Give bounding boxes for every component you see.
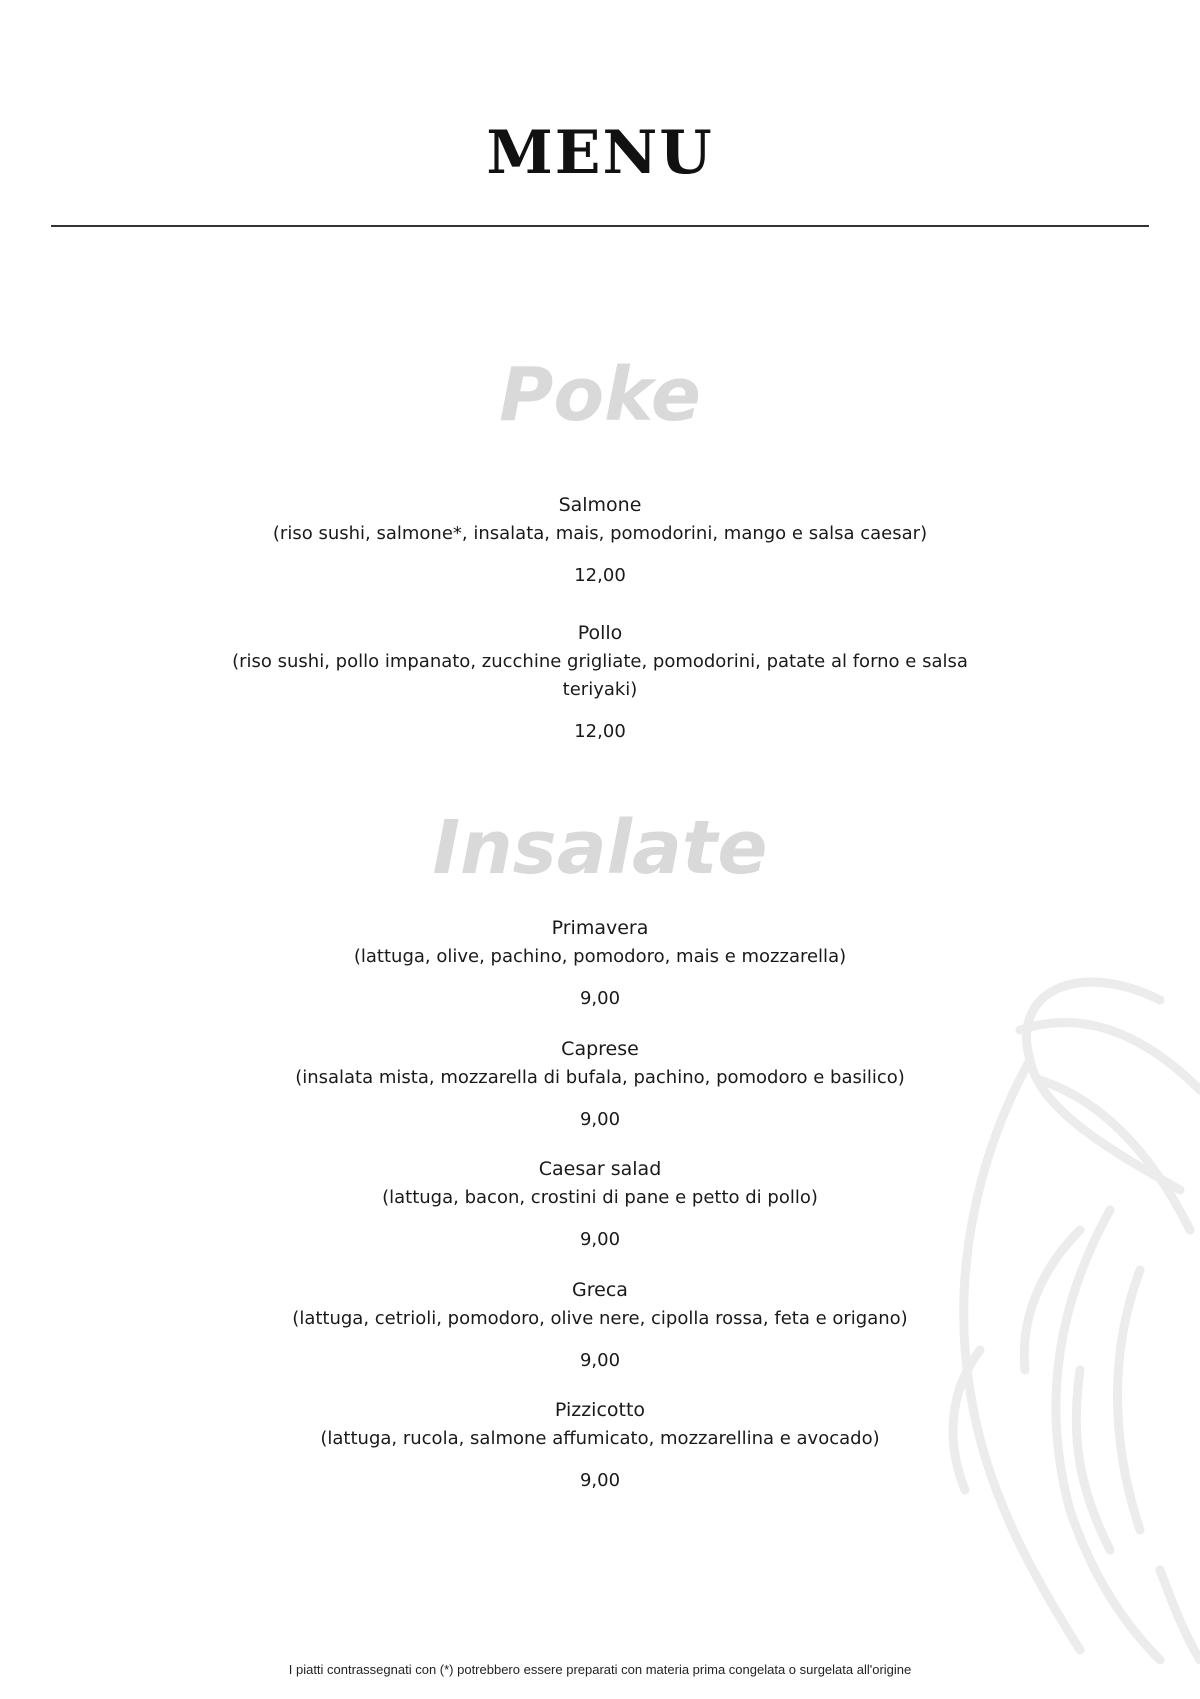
menu-item [0,1275,1200,1375]
item-name: Primavera [551,917,649,939]
item-name: Greca [572,1279,628,1301]
item-description: (riso sushi, salmone*, insalata, mais, pomodorini, mango e salsa caesar) [272,523,928,544]
menu-item [0,913,1200,1013]
item-name: Caprese [561,1038,639,1060]
item-description: (lattuga, rucola, salmone affumicato, mozzarellina e avocado) [320,1428,880,1449]
item-name: Salmone [558,494,642,516]
menu-item [0,1395,1200,1495]
item-price: 12,00 [574,721,626,742]
frozen-ingredients-footnote: I piatti contrassegnati con (*) potrebbero essere preparati con materia prima congelata o surgelata all'origine [288,1662,912,1677]
item-price: 9,00 [579,988,621,1009]
item-description: (lattuga, bacon, crostini di pane e petto di pollo) [382,1187,818,1208]
menu-item [0,618,1200,746]
section-heading-insalate: Insalate [432,805,768,891]
item-price: 9,00 [579,1350,621,1371]
item-name: Pollo [577,622,623,644]
menu-item [0,490,1200,590]
item-description: (insalata mista, mozzarella di bufala, pachino, pomodoro e basilico) [295,1067,905,1088]
item-price: 9,00 [579,1470,621,1491]
menu-title: MENU [486,118,714,188]
item-name: Caesar salad [538,1158,662,1180]
item-description: (lattuga, olive, pachino, pomodoro, mais e mozzarella) [353,946,847,967]
menu-item [0,1154,1200,1254]
menu-item [0,1034,1200,1134]
item-name: Pizzicotto [554,1399,646,1421]
item-description: (riso sushi, pollo impanato, zucchine grigliate, pomodorini, patate al forno e salsa teriyaki) [232,651,968,700]
item-price: 9,00 [579,1109,621,1130]
section-heading-poke: Poke [499,352,701,438]
item-description: (lattuga, cetrioli, pomodoro, olive nere, cipolla rossa, feta e origano) [292,1308,908,1329]
item-price: 12,00 [574,565,626,586]
item-price: 9,00 [579,1229,621,1250]
title-divider [51,225,1149,227]
